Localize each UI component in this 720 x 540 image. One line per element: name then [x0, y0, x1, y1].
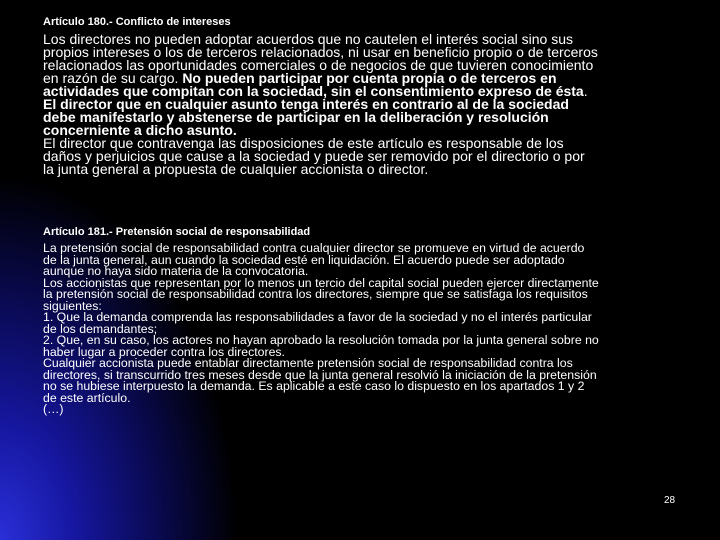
body-line: haber lugar a proceder contra los directores. [43, 344, 285, 359]
body-line: Cualquier accionista puede entablar directamente pretensión social de responsabilidad contra los [43, 356, 573, 370]
body-line: (…) [43, 402, 64, 416]
emphasis-text: No pueden participar por cuenta propia o de terceros en [182, 70, 557, 86]
body-text: . [583, 83, 588, 99]
body-line: propios intereses o los de terceros relacionados, ni usar en beneficio propio o de terceros [43, 44, 598, 60]
body-line: directores, si transcurrido tres meses desde que la junta general resolvió la iniciación de la pretensión [43, 367, 597, 382]
emphasis-text: debe manifestarlo y abstenerse de participar en la deliberación y resolución [43, 109, 549, 125]
article-180-body [43, 33, 683, 176]
body-line: no se hubiese interpuesto la demanda. Es aplicable a este caso lo dispuesto en los apartados 1 y 2 [43, 379, 585, 393]
article-180-title: Artículo 180.- Conflicto de intereses [43, 16, 231, 28]
body-line: aunque no haya sido materia de la convocatoria. [43, 264, 309, 278]
body-line: siguientes: [43, 298, 102, 313]
body-line: de los demandantes; [43, 321, 158, 336]
body-line: 1. Que la demanda comprenda las responsabilidades a favor de la sociedad y no el interés particular [43, 310, 592, 324]
body-line: Los accionistas que representan por lo menos un tercio del capital social pueden ejercer directamente [43, 275, 599, 290]
body-line: Los directores no pueden adoptar acuerdos que no cautelen el interés social sino sus [43, 31, 574, 47]
body-line: de este artículo. [43, 390, 131, 405]
emphasis-text: El director que en cualquier asunto tenga interés en contrario al de la sociedad [43, 96, 569, 112]
page-number: 28 [664, 495, 676, 506]
body-line: 2. Que, en su caso, los actores no hayan aprobado la resolución tomada por la junta general sobre no [43, 333, 599, 347]
article-181-body [43, 243, 683, 416]
body-line: la junta general a propuesta de cualquier accionista o director. [43, 161, 429, 177]
body-line: La pretensión social de responsabilidad contra cualquier director se promueve en virtud de acuerdo [43, 241, 585, 255]
body-line: El director que contravenga las disposiciones de este artículo es responsable de los [43, 135, 564, 151]
body-text: en razón de su cargo. [43, 70, 183, 86]
article-181-title: Artículo 181.- Pretensión social de responsabilidad [43, 226, 311, 238]
emphasis-text: actividades que compitan con la sociedad, sin el consentimiento expreso de ésta [43, 83, 584, 99]
body-line: de la junta general, aun cuando la sociedad esté en liquidación. El acuerdo puede ser adoptado [43, 252, 565, 267]
body-line: daños y perjuicios que cause a la sociedad y puede ser removido por el directorio o por [43, 148, 585, 164]
body-line: relacionados las oportunidades comerciales o de negocios de que tuvieren conocimiento [43, 57, 594, 73]
body-line: la pretensión social de responsabilidad contra los directores, siempre que se satisfaga los requisitos [43, 287, 588, 301]
emphasis-text: concerniente a dicho asunto. [43, 122, 237, 138]
